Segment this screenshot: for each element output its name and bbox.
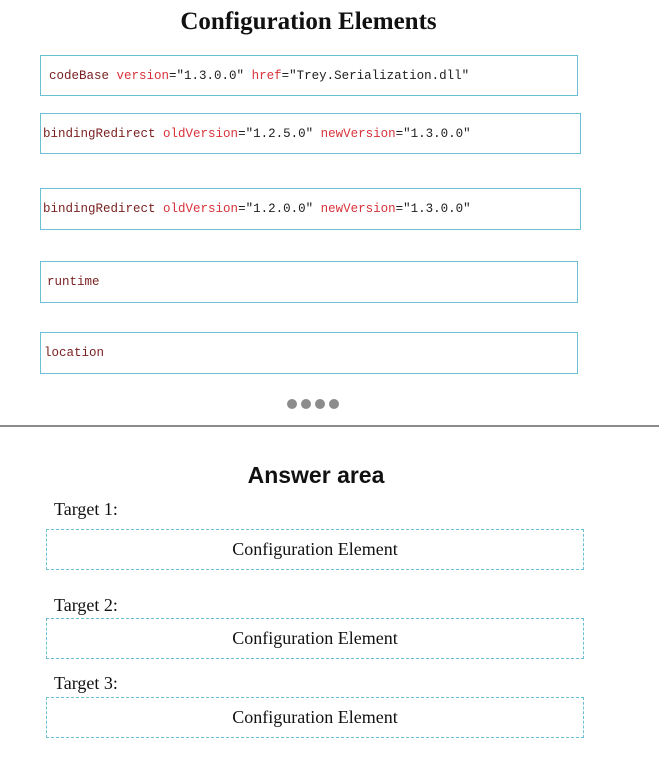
pager-dot[interactable] [315,399,325,409]
pager-dot[interactable] [301,399,311,409]
section-divider [0,425,659,427]
answer-area-title: Answer area [247,462,385,488]
drop-zone-placeholder: Configuration Element [232,628,398,648]
target-3-drop-zone[interactable] [46,697,584,738]
element-value: ="1.2.0.0" [238,202,314,216]
drop-zone-placeholder: Configuration Element [232,707,398,727]
element-value: ="1.3.0.0" [169,68,245,83]
element-attribute: oldVersion [163,202,239,216]
target-1-label: Target 1: [54,499,118,519]
target-1-drop-zone[interactable] [46,529,584,570]
target-2-drop-zone[interactable] [46,618,584,659]
element-tag: codeBase [49,68,110,83]
element-attribute: newVersion [320,126,396,141]
target-3-label: Target 3: [54,673,118,693]
pager-dot[interactable] [329,399,339,409]
config-element-codebase[interactable] [40,55,578,96]
drop-zone-placeholder: Configuration Element [232,539,398,559]
config-element-binding-redirect-1[interactable] [40,113,581,154]
config-element-binding-redirect-2[interactable] [40,188,581,230]
configuration-elements-title: Configuration Elements [180,8,437,35]
carousel-pager [287,399,339,409]
element-attribute: newVersion [320,202,396,216]
element-value: ="1.3.0.0" [395,126,471,141]
element-tag: runtime [47,275,100,289]
config-element-location[interactable] [40,332,578,374]
element-attribute: version [116,68,170,83]
element-tag: location [44,346,105,360]
config-element-runtime[interactable] [40,261,578,303]
element-attribute: oldVersion [163,126,239,141]
element-attribute: href [251,68,282,83]
element-tag: bindingRedirect [43,126,156,141]
element-value: ="Trey.Serialization.dll" [281,68,470,83]
pager-dot[interactable] [287,399,297,409]
element-tag: bindingRedirect [43,202,156,216]
target-2-label: Target 2: [54,595,118,615]
element-value: ="1.3.0.0" [395,202,471,216]
element-value: ="1.2.5.0" [238,126,314,141]
